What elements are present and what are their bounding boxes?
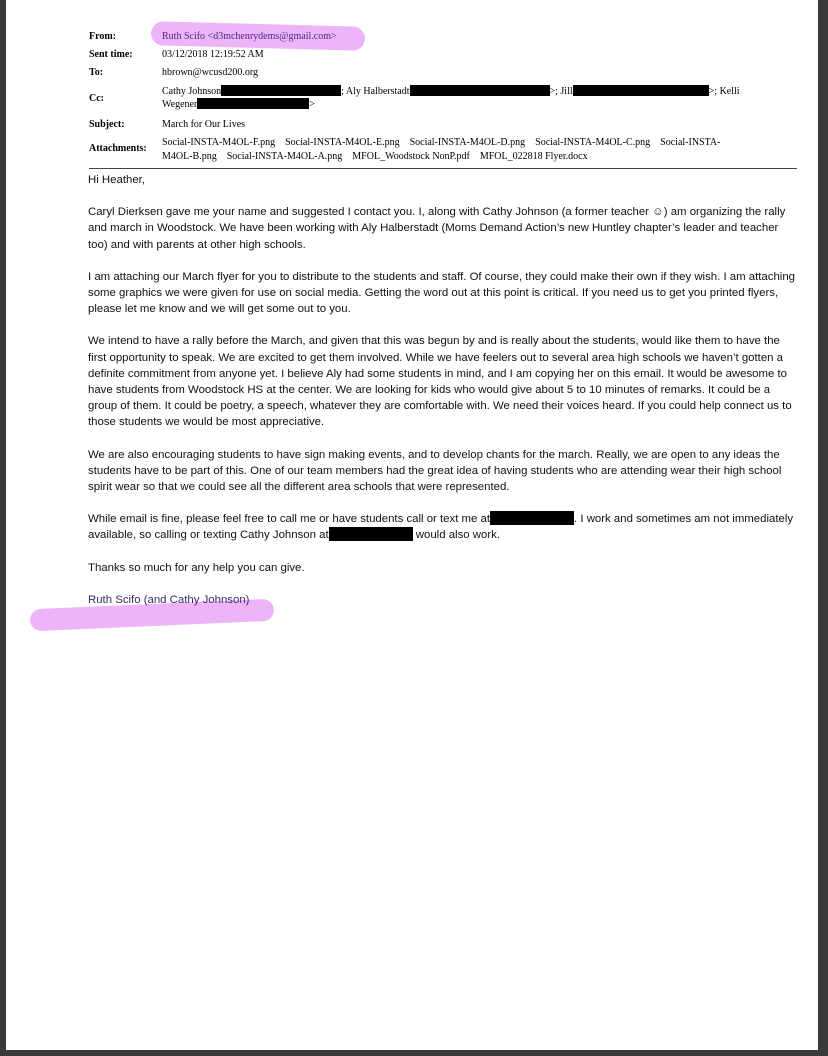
paragraph-5-part-c: would also work.	[412, 529, 500, 542]
cc-value	[162, 85, 802, 111]
from-value: Ruth Scifo <d3mchenrydems@gmail.com>	[162, 31, 337, 42]
paragraph-1: Caryl Dierksen gave me your name and suggested I contact you. I, along with Cathy Johnson (a former teacher ☺) am organizing the rally and march in Woodstock. We have been working with Aly Halberstadt (Moms Demand Action’s new Huntley chapter’s leader and teacher too) and with parents at other high schools.	[88, 206, 786, 251]
header-divider	[89, 168, 797, 169]
subject-label: Subject:	[89, 119, 125, 130]
redaction-bar	[573, 85, 709, 96]
redaction-bar	[490, 511, 574, 525]
redaction-bar	[329, 527, 413, 541]
paragraph-6: Thanks so much for any help you can give.	[88, 561, 305, 574]
attachments-label: Attachments:	[89, 143, 147, 154]
cc-label: Cc:	[89, 93, 104, 104]
attachments-list	[162, 136, 802, 164]
to-value: hbrown@wcusd200.org	[162, 67, 258, 78]
redaction-bar	[221, 85, 341, 96]
cc-name-kelli: >; Kelli	[708, 86, 740, 97]
cc-name-aly: ; Aly Halberstadt	[341, 86, 410, 97]
email-body	[88, 172, 800, 624]
sent-time-label: Sent time:	[89, 49, 133, 60]
cc-name-jill: >; Jill	[549, 86, 573, 97]
greeting: Hi Heather,	[88, 174, 145, 186]
paragraph-4: We are also encouraging students to have sign making events, and to develop chants for the march. Really, we are open to any ideas the students have to be part of this. One of our team members had the great idea of having students who are attending wear their high school spirit wear so that we could see all the different area schools that were represented.	[88, 448, 782, 494]
attachments-line-2: M4OL-B.png Social-INSTA-M4OL-A.png MFOL_Woodstock NonP.pdf MFOL_022818 Flyer.docx	[162, 151, 588, 162]
signature: Ruth Scifo (and Cathy Johnson)	[88, 593, 250, 606]
from-label: From:	[89, 31, 117, 42]
paragraph-5	[88, 511, 800, 543]
sent-time-value: 03/12/2018 12:19:52 AM	[162, 49, 264, 60]
paragraph-5-part-b: . I work and sometimes am not immediately available, so calling or texting Cathy Johnson at	[88, 513, 794, 542]
cc-end: >	[309, 99, 315, 110]
cc-name-cathy: Cathy Johnson	[162, 86, 222, 97]
subject-value: March for Our Lives	[162, 119, 246, 130]
cc-name-wegener: Wegener	[162, 99, 198, 110]
document-page	[6, 0, 818, 1050]
paragraph-2: I am attaching our March flyer for you to distribute to the students and staff. Of course, they could make their own if they wish. I am attaching some graphics we were given for use on social media. Getting the word out at this point is critical. If you need us to get you printed flyers, please let me know and we will get some out to you.	[88, 270, 795, 316]
paragraph-5-part-a: While email is fine, please feel free to call me or have students call or text me at	[88, 513, 491, 526]
redaction-bar	[410, 85, 550, 96]
redaction-bar	[197, 98, 309, 109]
attachments-line-1: Social-INSTA-M4OL-F.png Social-INSTA-M4OL-E.png Social-INSTA-M4OL-D.png Social-INSTA-M4OL-C.png Social-INSTA-	[162, 137, 721, 148]
paragraph-3: We intend to have a rally before the March, and given that this was begun by and is really about the students, would like them to have the first opportunity to speak. We are excited to get them involved. While we have feelers out to several area high schools we haven’t gotten a definite commitment from anyone yet. I believe Aly had some students in mind, and I am copying her on this email. It would be awesome to have students from Woodstock HS at the center. We are looking for kids who would give about 5 to 10 minutes of remarks. It could be a group of them. It could be poetry, a speech, whatever they are comfortable with. We need their voices heard. If you could help connect us to those students we would be most appreciative.	[88, 335, 792, 429]
to-label: To:	[89, 67, 104, 78]
